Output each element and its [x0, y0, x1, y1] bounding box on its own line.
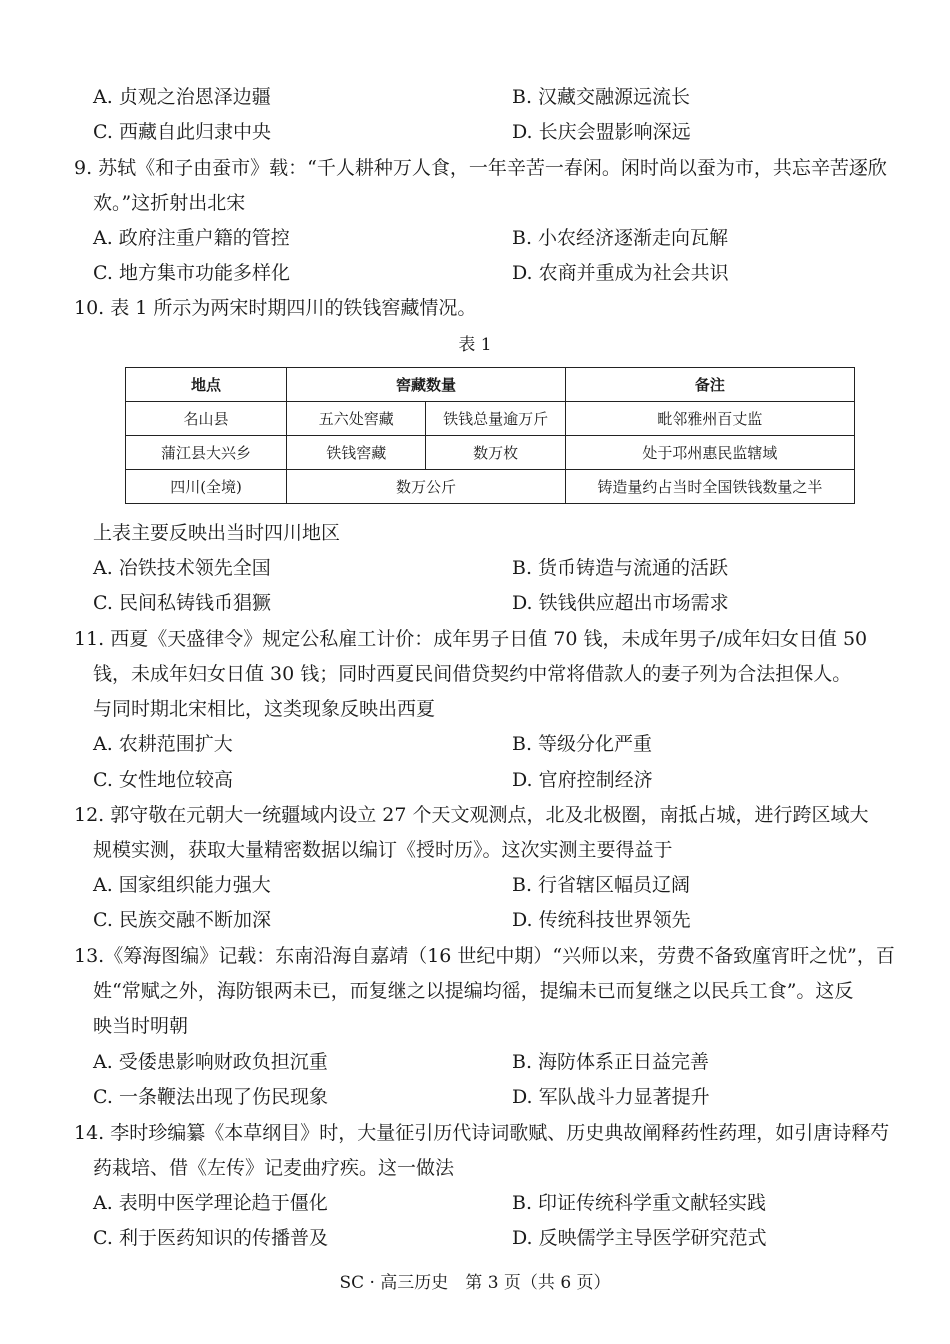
table-header-remarks: 备注: [565, 368, 854, 402]
q13-stem-line1: 13.《筹海图编》记载：东南沿海自嘉靖（16 世纪中期）“兴师以来，劳费不备致廑宵旰之忧”，百: [74, 945, 895, 967]
q12-option-c: C. 民族交融不断加深: [93, 909, 271, 931]
table-caption: 表 1: [458, 335, 492, 355]
q11-stem-line1: 11. 西夏《天盛律令》规定公私雇工计价：成年男子日值 70 钱，未成年男子/成年妇女日值 50: [74, 628, 868, 650]
table-cell: 数万公斤: [287, 470, 566, 504]
q8-option-a: A. 贞观之治恩泽边疆: [93, 86, 271, 108]
q11-option-b: B. 等级分化严重: [512, 733, 653, 755]
table-cell: 五六处窖藏: [287, 402, 426, 436]
coin-hoard-table: [125, 367, 855, 504]
q12-stem-line2: 规模实测，获取大量精密数据以编订《授时历》。这次实测主要得益于: [93, 839, 673, 861]
q13-option-b: B. 海防体系正日益完善: [512, 1051, 710, 1073]
q8-option-d: D. 长庆会盟影响深远: [512, 121, 691, 143]
q10-option-a: A. 冶铁技术领先全国: [93, 557, 271, 579]
q11-option-d: D. 官府控制经济: [512, 769, 653, 791]
q14-option-d: D. 反映儒学主导医学研究范式: [512, 1227, 767, 1249]
table-cell: 数万枚: [426, 436, 565, 470]
q9-option-c: C. 地方集市功能多样化: [93, 262, 290, 284]
q9-option-b: B. 小农经济逐渐走向瓦解: [512, 227, 729, 249]
q13-option-d: D. 军队战斗力显著提升: [512, 1086, 710, 1108]
table-row: [126, 402, 855, 436]
q9-stem-line2: 欢。”这折射出北宋: [93, 192, 246, 214]
q10-stem: 10. 表 1 所示为两宋时期四川的铁钱窖藏情况。: [74, 297, 477, 319]
q11-option-a: A. 农耕范围扩大: [93, 733, 233, 755]
q10-option-c: C. 民间私铸钱币猖獗: [93, 592, 271, 614]
q10-option-b: B. 货币铸造与流通的活跃: [512, 557, 729, 579]
q11-stem-line2: 钱，未成年妇女日值 30 钱；同时西夏民间借贷契约中常将借款人的妻子列为合法担保人。: [93, 663, 852, 685]
table-header-quantity: 窖藏数量: [287, 368, 566, 402]
table-row: [126, 470, 855, 504]
table-header-row: [126, 368, 855, 402]
table-cell: 毗邻雅州百丈监: [565, 402, 854, 436]
table-cell: 名山县: [126, 402, 287, 436]
q12-option-a: A. 国家组织能力强大: [93, 874, 271, 896]
q8-option-b: B. 汉藏交融源远流长: [512, 86, 691, 108]
q13-stem-line2: 姓“常赋之外，海防银两未已，而复继之以提编均徭，提编未已而复继之以民兵工食”。这反: [93, 980, 854, 1002]
q14-option-c: C. 利于医药知识的传播普及: [93, 1227, 328, 1249]
table-cell: 四川(全境): [126, 470, 287, 504]
q14-option-a: A. 表明中医学理论趋于僵化: [93, 1192, 328, 1214]
q13-option-c: C. 一条鞭法出现了伤民现象: [93, 1086, 328, 1108]
table-cell: 处于邛州惠民监辖域: [565, 436, 854, 470]
table-cell: 铁钱总量逾万斤: [426, 402, 565, 436]
q13-option-a: A. 受倭患影响财政负担沉重: [93, 1051, 328, 1073]
q12-stem-line1: 12. 郭守敬在元朝大一统疆域内设立 27 个天文观测点，北及北极圈，南抵占城，进行跨区域大: [74, 804, 869, 826]
table-cell: 蒲江县大兴乡: [126, 436, 287, 470]
q12-option-d: D. 传统科技世界领先: [512, 909, 691, 931]
q9-stem-line1: 9. 苏轼《和子由蚕市》载：“千人耕种万人食，一年辛苦一春闲。闲时尚以蚕为市，共忘辛苦逐欣: [74, 157, 887, 179]
q12-option-b: B. 行省辖区幅员辽阔: [512, 874, 691, 896]
page-footer: SC · 高三历史 第 3 页（共 6 页）: [339, 1273, 611, 1293]
q13-stem-line3: 映当时明朝: [93, 1015, 189, 1037]
table-cell: 铸造量约占当时全国铁钱数量之半: [565, 470, 854, 504]
q8-option-c: C. 西藏自此归隶中央: [93, 121, 271, 143]
table-header-location: 地点: [126, 368, 287, 402]
q14-stem-line1: 14. 李时珍编纂《本草纲目》时，大量征引历代诗词歌赋、历史典故阐释药性药理，如引唐诗释芍: [74, 1122, 890, 1144]
q11-stem-line3: 与同时期北宋相比，这类现象反映出西夏: [93, 698, 436, 720]
q11-option-c: C. 女性地位较高: [93, 769, 233, 791]
q10-after-table: 上表主要反映出当时四川地区: [93, 522, 341, 544]
q9-option-a: A. 政府注重户籍的管控: [93, 227, 290, 249]
q10-option-d: D. 铁钱供应超出市场需求: [512, 592, 729, 614]
q9-option-d: D. 农商并重成为社会共识: [512, 262, 729, 284]
table-row: [126, 436, 855, 470]
q14-stem-line2: 药栽培、借《左传》记麦曲疗疾。这一做法: [93, 1157, 455, 1179]
q14-option-b: B. 印证传统科学重文献轻实践: [512, 1192, 767, 1214]
table-cell: 铁钱窖藏: [287, 436, 426, 470]
